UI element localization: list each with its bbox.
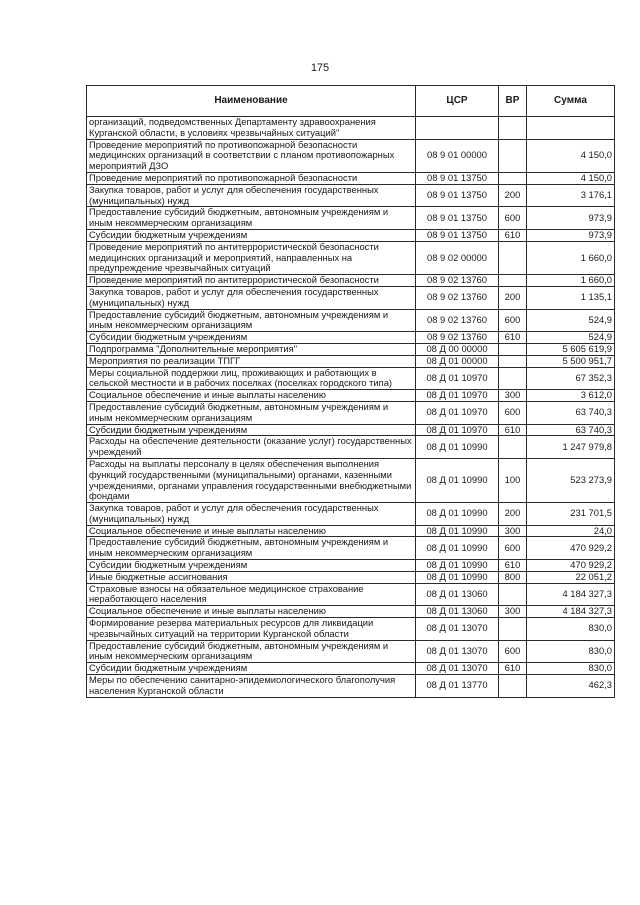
cell-vr: 610 [499,229,527,241]
cell-csr: 08 Д 01 13060 [416,583,499,606]
cell-sum: 63 740,3 [527,424,615,436]
table-row [87,286,615,309]
cell-name: Расходы на выплаты персоналу в целях обеспечения выполнения функций государственными (муниципальными) органами, казенными учреждениями, органами управления государственными внебюджетными фондами [87,458,416,502]
cell-vr: 600 [499,537,527,560]
cell-vr: 610 [499,560,527,572]
cell-name: Страховые взносы на обязательное медицинское страхование неработающего населения [87,583,416,606]
cell-sum: 4 150,0 [527,139,615,172]
cell-vr [499,117,527,140]
cell-sum: 63 740,3 [527,401,615,424]
table-row [87,332,615,344]
table-row [87,583,615,606]
cell-vr [499,139,527,172]
cell-sum: 3 176,1 [527,184,615,207]
cell-sum: 4 150,0 [527,172,615,184]
cell-vr: 300 [499,390,527,402]
cell-name: Субсидии бюджетным учреждениям [87,332,416,344]
cell-sum: 5 500 951,7 [527,355,615,367]
cell-vr: 800 [499,571,527,583]
cell-sum: 470 929,2 [527,537,615,560]
cell-vr [499,436,527,459]
cell-vr [499,241,527,274]
table-row [87,571,615,583]
table-row [87,560,615,572]
cell-csr: 08 Д 01 10990 [416,560,499,572]
table-row [87,309,615,332]
cell-csr: 08 Д 01 10970 [416,390,499,402]
cell-csr: 08 Д 01 13070 [416,663,499,675]
cell-name: Субсидии бюджетным учреждениям [87,424,416,436]
cell-csr: 08 Д 01 00000 [416,355,499,367]
cell-name: Проведение мероприятий по противопожарной безопасности медицинских организаций в соответствии с планом противопожарных мероприятий ДЗО [87,139,416,172]
cell-csr: 08 Д 01 10990 [416,537,499,560]
table-row [87,606,615,618]
cell-name: организаций, подведомственных Департаменту здравоохранения Курганской области, в условиях чрезвычайных ситуаций" [87,117,416,140]
cell-name: Расходы на обеспечение деятельности (оказание услуг) государственных учреждений [87,436,416,459]
table-row [87,355,615,367]
cell-csr: 08 Д 01 13070 [416,618,499,641]
cell-csr: 08 9 01 00000 [416,139,499,172]
table-row [87,663,615,675]
table-row [87,139,615,172]
cell-vr [499,675,527,698]
table-row [87,367,615,390]
cell-vr [499,172,527,184]
cell-name: Предоставление субсидий бюджетным, автономным учреждениям и иным некоммерческим организациям [87,207,416,230]
table-row [87,275,615,287]
cell-csr: 08 9 01 13750 [416,207,499,230]
cell-csr: 08 Д 01 10990 [416,436,499,459]
cell-sum: 1 660,0 [527,275,615,287]
cell-csr: 08 9 01 13750 [416,184,499,207]
table-row [87,525,615,537]
cell-sum: 1 135,1 [527,286,615,309]
cell-sum: 5 605 619,9 [527,343,615,355]
cell-vr: 200 [499,184,527,207]
cell-vr [499,355,527,367]
cell-name: Закупка товаров, работ и услуг для обеспечения государственных (муниципальных) нужд [87,503,416,526]
cell-sum: 4 184 327,3 [527,606,615,618]
cell-vr [499,618,527,641]
table-row [87,458,615,502]
cell-name: Социальное обеспечение и иные выплаты населению [87,606,416,618]
cell-name: Социальное обеспечение и иные выплаты населению [87,525,416,537]
table-row [87,117,615,140]
header-csr: ЦСР [416,86,499,117]
cell-sum [527,117,615,140]
budget-table [86,85,615,698]
cell-sum: 470 929,2 [527,560,615,572]
table-row [87,207,615,230]
table-header-row [87,86,615,117]
table-row [87,436,615,459]
cell-csr: 08 9 02 13760 [416,275,499,287]
table-row [87,390,615,402]
cell-name: Мероприятия по реализации ТПГГ [87,355,416,367]
page-number: 175 [310,62,330,74]
cell-sum: 3 612,0 [527,390,615,402]
table-row [87,424,615,436]
cell-vr: 600 [499,640,527,663]
cell-name: Закупка товаров, работ и услуг для обеспечения государственных (муниципальных) нужд [87,286,416,309]
table-row [87,241,615,274]
cell-vr [499,275,527,287]
table-row [87,675,615,698]
cell-csr: 08 9 01 13750 [416,172,499,184]
cell-vr: 610 [499,663,527,675]
cell-name: Субсидии бюджетным учреждениям [87,663,416,675]
cell-csr: 08 Д 01 13060 [416,606,499,618]
cell-csr: 08 Д 01 10990 [416,571,499,583]
cell-csr: 08 9 02 00000 [416,241,499,274]
cell-vr: 300 [499,606,527,618]
cell-vr: 200 [499,286,527,309]
cell-vr [499,583,527,606]
cell-name: Меры по обеспечению санитарно-эпидемиологического благополучия населения Курганской области [87,675,416,698]
cell-csr: 08 9 02 13760 [416,309,499,332]
cell-name: Формирование резерва материальных ресурсов для ликвидации чрезвычайных ситуаций на территории Курганской области [87,618,416,641]
cell-vr [499,367,527,390]
cell-vr: 600 [499,207,527,230]
cell-sum: 22 051,2 [527,571,615,583]
cell-csr: 08 Д 01 10970 [416,401,499,424]
cell-sum: 830,0 [527,618,615,641]
cell-sum: 1 247 979,8 [527,436,615,459]
cell-sum: 231 701,5 [527,503,615,526]
cell-vr [499,343,527,355]
cell-csr: 08 9 01 13750 [416,229,499,241]
cell-name: Субсидии бюджетным учреждениям [87,560,416,572]
table-row [87,618,615,641]
table-row [87,184,615,207]
cell-sum: 67 352,3 [527,367,615,390]
cell-csr: 08 Д 01 10970 [416,424,499,436]
cell-csr: 08 9 02 13760 [416,286,499,309]
cell-name: Предоставление субсидий бюджетным, автономным учреждениям и иным некоммерческим организациям [87,401,416,424]
cell-name: Проведение мероприятий по антитеррористической безопасности [87,275,416,287]
cell-sum: 4 184 327,3 [527,583,615,606]
cell-name: Подпрограмма "Дополнительные мероприятия" [87,343,416,355]
table-row [87,401,615,424]
header-vr: ВР [499,86,527,117]
cell-csr: 08 Д 01 13770 [416,675,499,698]
cell-csr: 08 Д 01 10990 [416,458,499,502]
cell-vr: 610 [499,332,527,344]
table-row [87,537,615,560]
cell-sum: 524,9 [527,309,615,332]
cell-csr [416,117,499,140]
cell-vr: 100 [499,458,527,502]
table-row [87,640,615,663]
cell-csr: 08 Д 01 10990 [416,503,499,526]
header-sum: Сумма [527,86,615,117]
header-name: Наименование [87,86,416,117]
cell-vr: 600 [499,309,527,332]
cell-vr: 300 [499,525,527,537]
cell-name: Предоставление субсидий бюджетным, автономным учреждениям и иным некоммерческим организациям [87,537,416,560]
cell-sum: 524,9 [527,332,615,344]
cell-sum: 1 660,0 [527,241,615,274]
cell-name: Социальное обеспечение и иные выплаты населению [87,390,416,402]
cell-sum: 973,9 [527,229,615,241]
cell-name: Проведение мероприятий по антитеррористической безопасности медицинских организаций и мероприятий, направленных на предупреждение чрезвычайных ситуаций [87,241,416,274]
cell-sum: 830,0 [527,640,615,663]
table-row [87,172,615,184]
cell-name: Предоставление субсидий бюджетным, автономным учреждениям и иным некоммерческим организациям [87,309,416,332]
cell-vr: 200 [499,503,527,526]
cell-name: Предоставление субсидий бюджетным, автономным учреждениям и иным некоммерческим организациям [87,640,416,663]
table-row [87,343,615,355]
cell-csr: 08 Д 01 13070 [416,640,499,663]
table-row [87,229,615,241]
cell-sum: 462,3 [527,675,615,698]
cell-csr: 08 9 02 13760 [416,332,499,344]
cell-csr: 08 Д 01 10990 [416,525,499,537]
cell-csr: 08 Д 00 00000 [416,343,499,355]
cell-sum: 973,9 [527,207,615,230]
cell-sum: 830,0 [527,663,615,675]
cell-name: Субсидии бюджетным учреждениям [87,229,416,241]
cell-csr: 08 Д 01 10970 [416,367,499,390]
cell-sum: 523 273,9 [527,458,615,502]
cell-name: Меры социальной поддержки лиц, проживающих и работающих в сельской местности и в рабочих поселках (поселках городского типа) [87,367,416,390]
table-row [87,503,615,526]
cell-vr: 610 [499,424,527,436]
cell-sum: 24,0 [527,525,615,537]
cell-name: Иные бюджетные ассигнования [87,571,416,583]
cell-name: Закупка товаров, работ и услуг для обеспечения государственных (муниципальных) нужд [87,184,416,207]
cell-name: Проведение мероприятий по противопожарной безопасности [87,172,416,184]
cell-vr: 600 [499,401,527,424]
